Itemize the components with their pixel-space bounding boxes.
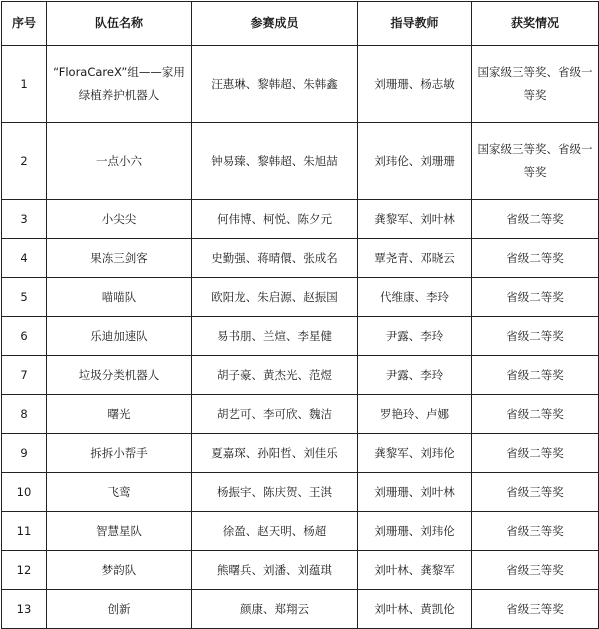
cell-no: 5 (2, 278, 47, 317)
table-row (2, 551, 599, 590)
table-row (2, 239, 599, 278)
cell-award: 省级二等奖 (472, 200, 599, 239)
cell-members: 夏嘉琛、孙阳哲、刘佳乐 (192, 434, 358, 473)
cell-no: 13 (2, 590, 47, 629)
cell-team: 智慧星队 (47, 512, 192, 551)
cell-no: 7 (2, 356, 47, 395)
cell-no: 12 (2, 551, 47, 590)
cell-advisors: 龚黎军、刘叶林 (358, 200, 472, 239)
cell-members: 钟易臻、黎韩超、朱旭喆 (192, 123, 358, 200)
cell-team: 乐迪加速队 (47, 317, 192, 356)
cell-award: 省级三等奖 (472, 590, 599, 629)
cell-team: 拆拆小帮手 (47, 434, 192, 473)
table-row (2, 395, 599, 434)
table-row (2, 356, 599, 395)
cell-award: 省级三等奖 (472, 551, 599, 590)
header-no: 序号 (2, 2, 47, 46)
cell-advisors: 刘珊珊、刘叶林 (358, 473, 472, 512)
cell-members: 史勤强、蒋晴儇、张成名 (192, 239, 358, 278)
cell-award: 省级三等奖 (472, 512, 599, 551)
cell-team: 喵喵队 (47, 278, 192, 317)
cell-no: 2 (2, 123, 47, 200)
cell-advisors: 刘珊珊、杨志敏 (358, 46, 472, 123)
cell-advisors: 刘玮伦、刘珊珊 (358, 123, 472, 200)
cell-advisors: 代维康、李玲 (358, 278, 472, 317)
cell-award: 国家级三等奖、省级一等奖 (472, 123, 599, 200)
cell-advisors: 刘珊珊、刘玮伦 (358, 512, 472, 551)
cell-award: 省级二等奖 (472, 239, 599, 278)
cell-award: 省级二等奖 (472, 356, 599, 395)
cell-team: “FloraCareX”组——家用绿植养护机器人 (47, 46, 192, 123)
cell-award: 省级二等奖 (472, 434, 599, 473)
cell-team: 小尖尖 (47, 200, 192, 239)
cell-advisors: 刘叶林、龚黎军 (358, 551, 472, 590)
table-row (2, 278, 599, 317)
table-row (2, 123, 599, 200)
cell-advisors: 尹露、李玲 (358, 356, 472, 395)
cell-team: 曙光 (47, 395, 192, 434)
cell-advisors: 罗艳玲、卢娜 (358, 395, 472, 434)
cell-members: 杨振宇、陈庆贺、王淇 (192, 473, 358, 512)
cell-members: 汪惠琳、黎韩超、朱韩鑫 (192, 46, 358, 123)
cell-members: 胡子豪、黄杰光、范煜 (192, 356, 358, 395)
cell-no: 8 (2, 395, 47, 434)
cell-team: 果冻三剑客 (47, 239, 192, 278)
header-row (2, 2, 599, 46)
table-row (2, 434, 599, 473)
cell-no: 11 (2, 512, 47, 551)
cell-advisors: 龚黎军、刘玮伦 (358, 434, 472, 473)
cell-award: 省级三等奖 (472, 473, 599, 512)
cell-members: 何伟博、柯悦、陈夕元 (192, 200, 358, 239)
header-advisors: 指导教师 (358, 2, 472, 46)
cell-no: 10 (2, 473, 47, 512)
cell-team: 梦韵队 (47, 551, 192, 590)
cell-no: 1 (2, 46, 47, 123)
cell-members: 欧阳龙、朱启源、赵振国 (192, 278, 358, 317)
cell-no: 9 (2, 434, 47, 473)
cell-members: 熊曙兵、刘潘、刘蕴琪 (192, 551, 358, 590)
header-award: 获奖情况 (472, 2, 599, 46)
cell-award: 省级二等奖 (472, 317, 599, 356)
cell-no: 6 (2, 317, 47, 356)
table-row (2, 46, 599, 123)
cell-members: 易书朋、兰煊、李星健 (192, 317, 358, 356)
cell-advisors: 尹露、李玲 (358, 317, 472, 356)
cell-award: 省级二等奖 (472, 395, 599, 434)
cell-members: 颜康、郑翔云 (192, 590, 358, 629)
cell-award: 国家级三等奖、省级一等奖 (472, 46, 599, 123)
header-members: 参赛成员 (192, 2, 358, 46)
table-row (2, 317, 599, 356)
table-row (2, 590, 599, 629)
cell-award: 省级二等奖 (472, 278, 599, 317)
header-team: 队伍名称 (47, 2, 192, 46)
awards-table (1, 1, 599, 629)
cell-members: 胡艺可、李可欣、魏洁 (192, 395, 358, 434)
cell-team: 垃圾分类机器人 (47, 356, 192, 395)
table-row (2, 512, 599, 551)
cell-team: 创新 (47, 590, 192, 629)
cell-team: 一点小六 (47, 123, 192, 200)
cell-advisors: 刘叶林、黄凯伦 (358, 590, 472, 629)
table-row (2, 200, 599, 239)
table-row (2, 473, 599, 512)
cell-no: 3 (2, 200, 47, 239)
cell-members: 徐盈、赵天明、杨超 (192, 512, 358, 551)
cell-no: 4 (2, 239, 47, 278)
cell-advisors: 覃尧青、邓晓云 (358, 239, 472, 278)
cell-team: 飞鸾 (47, 473, 192, 512)
